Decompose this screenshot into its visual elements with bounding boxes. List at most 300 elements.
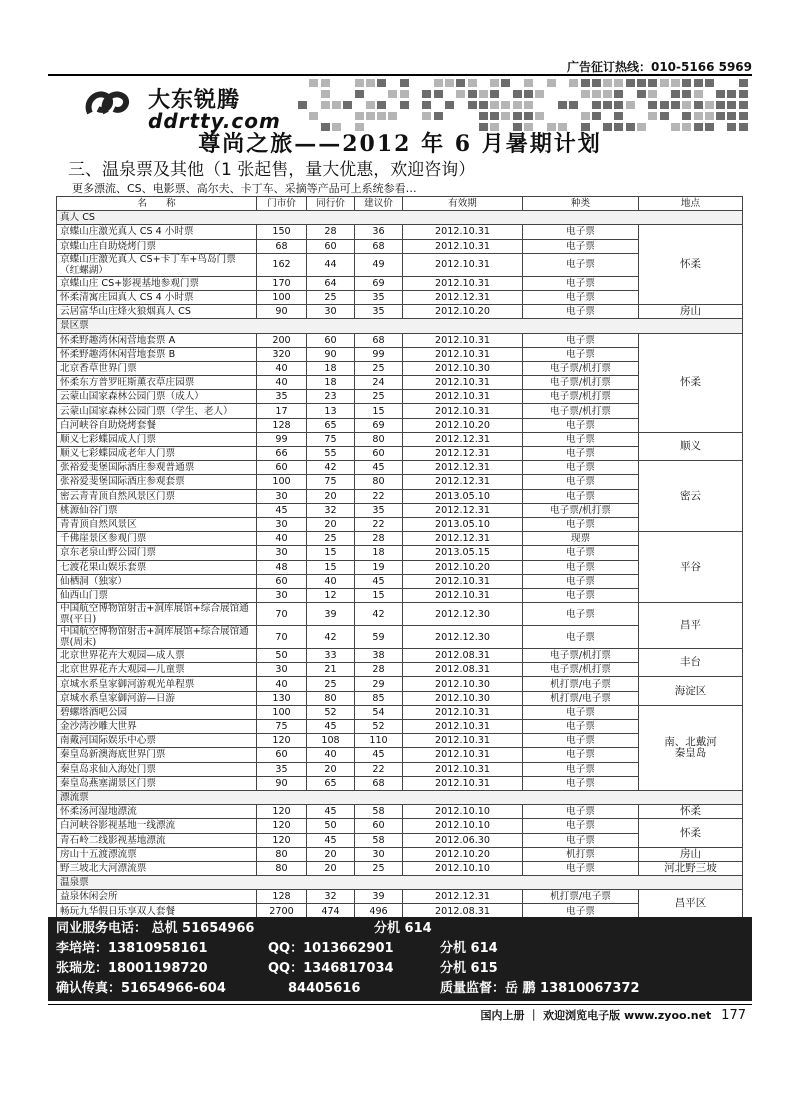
cell-trade-price: 64 (307, 276, 355, 290)
category-row (57, 319, 743, 333)
cell-name: 仙栖洞（独家） (57, 574, 257, 588)
mosaic-block (739, 112, 748, 120)
cell-suggested-price: 29 (355, 677, 403, 691)
category-label: 温泉票 (57, 876, 743, 890)
cell-trade-price: 90 (307, 347, 355, 361)
contact-qq-1: QQ：1013662901 (268, 941, 394, 956)
col-header-location: 地点 (639, 197, 743, 211)
cell-validity: 2012.08.31 (403, 904, 523, 918)
mosaic-block (592, 101, 601, 109)
cell-trade-price: 20 (307, 847, 355, 861)
cell-location: 怀柔 (639, 805, 743, 819)
cell-ticket-type: 电子票 (523, 626, 639, 649)
mosaic-block (490, 101, 499, 109)
cell-trade-price: 33 (307, 649, 355, 663)
cell-validity: 2012.10.31 (403, 705, 523, 719)
table-row (57, 677, 743, 691)
mosaic-block (468, 101, 477, 109)
cell-suggested-price: 496 (355, 904, 403, 918)
cell-trade-price: 75 (307, 475, 355, 489)
cell-validity: 2012.10.30 (403, 677, 523, 691)
cell-suggested-price: 80 (355, 432, 403, 446)
cell-suggested-price: 28 (355, 532, 403, 546)
cell-suggested-price: 22 (355, 489, 403, 503)
cell-retail-price: 75 (257, 720, 307, 734)
cell-retail-price: 35 (257, 390, 307, 404)
page-footer (480, 1007, 746, 1023)
mosaic-block (422, 112, 431, 120)
mosaic-block (524, 79, 533, 87)
cell-name: 云居富华山庄烽火狼烟真人 CS (57, 305, 257, 319)
mosaic-block (716, 112, 725, 120)
mosaic-block (468, 79, 477, 87)
cell-retail-price: 66 (257, 447, 307, 461)
cell-suggested-price: 15 (355, 588, 403, 602)
cell-name: 北京世界花卉大观园—儿童票 (57, 663, 257, 677)
cell-trade-price: 20 (307, 489, 355, 503)
cell-retail-price: 90 (257, 776, 307, 790)
cell-suggested-price: 45 (355, 748, 403, 762)
mosaic-block (321, 101, 330, 109)
cell-trade-price: 52 (307, 705, 355, 719)
mosaic-block (603, 101, 612, 109)
cell-retail-price: 30 (257, 663, 307, 677)
table-row (57, 819, 743, 833)
cell-validity: 2012.10.20 (403, 560, 523, 574)
mosaic-block (468, 90, 477, 98)
cell-location: 怀柔 (639, 225, 743, 305)
contact-person-2: 张瑞龙：18001198720 (56, 961, 208, 976)
service-phone: 同业服务电话： 总机 51654966 (56, 921, 255, 936)
mosaic-block (479, 101, 488, 109)
cell-suggested-price: 28 (355, 663, 403, 677)
cell-name: 张裕爱斐堡国际酒庄参观普通票 (57, 461, 257, 475)
cell-suggested-price: 99 (355, 347, 403, 361)
mosaic-block (694, 101, 703, 109)
cell-retail-price: 30 (257, 489, 307, 503)
cell-ticket-type: 电子票 (523, 225, 639, 239)
mosaic-block (501, 79, 510, 87)
cell-retail-price: 100 (257, 290, 307, 304)
contact-row-person2 (56, 959, 746, 979)
cell-location: 房山 (639, 305, 743, 319)
mosaic-block (434, 112, 443, 120)
cell-name: 云蒙山国家森林公园门票（学生、老人） (57, 404, 257, 418)
brand-logo-icon (84, 83, 136, 123)
mosaic-block (614, 79, 623, 87)
cell-trade-price: 18 (307, 376, 355, 390)
mosaic-block (388, 90, 397, 98)
col-header-retail: 门市价 (257, 197, 307, 211)
cell-validity: 2012.10.20 (403, 305, 523, 319)
cell-suggested-price: 35 (355, 290, 403, 304)
cell-trade-price: 45 (307, 805, 355, 819)
cell-suggested-price: 110 (355, 734, 403, 748)
cell-validity: 2012.10.31 (403, 376, 523, 390)
cell-trade-price: 21 (307, 663, 355, 677)
mosaic-block (739, 101, 748, 109)
mosaic-block (355, 79, 364, 87)
cell-name: 青石岭二线影视基地漂流 (57, 833, 257, 847)
category-label: 真人 CS (57, 211, 743, 225)
cell-ticket-type: 电子票 (523, 734, 639, 748)
cell-suggested-price: 30 (355, 847, 403, 861)
col-header-type: 种类 (523, 197, 639, 211)
cell-trade-price: 15 (307, 560, 355, 574)
cell-ticket-type: 电子票 (523, 762, 639, 776)
cell-validity: 2012.10.20 (403, 418, 523, 432)
cell-validity: 2012.10.30 (403, 691, 523, 705)
cell-validity: 2012.12.30 (403, 626, 523, 649)
cell-suggested-price: 38 (355, 649, 403, 663)
cell-ticket-type: 电子票/机打票 (523, 503, 639, 517)
mosaic-block (479, 90, 488, 98)
cell-validity: 2012.10.31 (403, 276, 523, 290)
cell-name: 怀柔清寓庄园真人 CS 4 小时票 (57, 290, 257, 304)
cell-validity: 2012.12.31 (403, 461, 523, 475)
cell-name: 秦皇岛求仙入海处门票 (57, 762, 257, 776)
mosaic-block (626, 101, 635, 109)
cell-suggested-price: 80 (355, 475, 403, 489)
cell-suggested-price: 68 (355, 776, 403, 790)
cell-validity: 2012.10.31 (403, 239, 523, 253)
cell-suggested-price: 59 (355, 626, 403, 649)
cell-location: 房山 (639, 847, 743, 861)
cell-suggested-price: 69 (355, 276, 403, 290)
cell-name: 千佛崖景区参观门票 (57, 532, 257, 546)
mosaic-block (727, 101, 736, 109)
mosaic-block (716, 101, 725, 109)
cell-ticket-type: 电子票 (523, 805, 639, 819)
mosaic-block (592, 79, 601, 87)
mosaic-block (660, 101, 669, 109)
mosaic-block (321, 79, 330, 87)
cell-ticket-type: 电子票/机打票 (523, 663, 639, 677)
cell-validity: 2013.05.15 (403, 546, 523, 560)
top-divider (48, 74, 752, 76)
cell-location: 丰台 (639, 649, 743, 677)
mosaic-block (614, 90, 623, 98)
mosaic-block (355, 90, 364, 98)
cell-name: 房山十五渡漂流票 (57, 847, 257, 861)
mosaic-block (377, 79, 386, 87)
cell-suggested-price: 35 (355, 305, 403, 319)
mosaic-block (671, 101, 680, 109)
mosaic-block (524, 101, 533, 109)
contact-person-1: 李培培：13810958161 (56, 941, 208, 956)
mosaic-block (581, 79, 590, 87)
cell-trade-price: 65 (307, 418, 355, 432)
mosaic-block (343, 101, 352, 109)
section-subtitle: 更多漂流、CS、电影票、高尔夫、卡丁车、采摘等产品可上系统参看… (72, 182, 417, 195)
cell-location: 怀柔 (639, 333, 743, 432)
mosaic-block (332, 101, 341, 109)
cell-ticket-type: 电子票 (523, 720, 639, 734)
col-header-name: 名 称 (57, 197, 257, 211)
cell-trade-price: 39 (307, 603, 355, 626)
mosaic-block (309, 79, 318, 87)
cell-retail-price: 40 (257, 376, 307, 390)
mosaic-block (637, 90, 646, 98)
mosaic-block (535, 90, 544, 98)
cell-trade-price: 25 (307, 532, 355, 546)
cell-ticket-type: 电子票 (523, 861, 639, 875)
cell-location: 顺义 (639, 432, 743, 460)
cell-suggested-price: 60 (355, 447, 403, 461)
cell-suggested-price: 68 (355, 333, 403, 347)
cell-suggested-price: 45 (355, 461, 403, 475)
cell-validity: 2012.10.10 (403, 805, 523, 819)
cell-ticket-type: 电子票/机打票 (523, 361, 639, 375)
cell-location: 海淀区 (639, 677, 743, 705)
cell-trade-price: 25 (307, 677, 355, 691)
cell-validity: 2012.10.31 (403, 404, 523, 418)
cell-retail-price: 120 (257, 734, 307, 748)
footer-divider (48, 1004, 752, 1005)
cell-validity: 2012.12.31 (403, 532, 523, 546)
cell-suggested-price: 39 (355, 890, 403, 904)
mosaic-block (569, 79, 578, 87)
cell-validity: 2012.10.31 (403, 347, 523, 361)
table-row (57, 461, 743, 475)
cell-ticket-type: 电子票 (523, 517, 639, 531)
cell-ticket-type: 电子票 (523, 347, 639, 361)
table-row (57, 805, 743, 819)
cell-trade-price: 30 (307, 305, 355, 319)
cell-retail-price: 40 (257, 677, 307, 691)
mosaic-block (671, 90, 680, 98)
cell-retail-price: 2700 (257, 904, 307, 918)
contact-qq-2: QQ：1346817034 (268, 961, 394, 976)
cell-ticket-type: 电子票 (523, 290, 639, 304)
cell-validity: 2012.10.31 (403, 253, 523, 276)
mosaic-block (660, 79, 669, 87)
cell-validity: 2012.10.31 (403, 574, 523, 588)
cell-trade-price: 45 (307, 720, 355, 734)
cell-retail-price: 40 (257, 532, 307, 546)
category-row (57, 876, 743, 890)
page-number: 177 (721, 1008, 746, 1023)
cell-suggested-price: 58 (355, 833, 403, 847)
category-row (57, 211, 743, 225)
mosaic-block (694, 112, 703, 120)
cell-ticket-type: 电子票 (523, 461, 639, 475)
cell-trade-price: 20 (307, 762, 355, 776)
cell-validity: 2012.10.20 (403, 847, 523, 861)
cell-validity: 2012.12.31 (403, 475, 523, 489)
cell-validity: 2012.12.31 (403, 503, 523, 517)
cell-ticket-type: 电子票 (523, 776, 639, 790)
cell-trade-price: 44 (307, 253, 355, 276)
mosaic-block (456, 79, 465, 87)
table-row (57, 847, 743, 861)
mosaic-block (581, 112, 590, 120)
cell-retail-price: 130 (257, 691, 307, 705)
mosaic-block (682, 101, 691, 109)
cell-name: 中国航空博物馆射击+洞库展馆+综合展馆通票(平日) (57, 603, 257, 626)
fax-number-2: 84405616 (288, 981, 361, 996)
mosaic-block (422, 90, 431, 98)
cell-validity: 2012.12.31 (403, 890, 523, 904)
cell-ticket-type: 机打票/电子票 (523, 890, 639, 904)
cell-name: 碧螺塔酒吧公园 (57, 705, 257, 719)
mosaic-block (501, 101, 510, 109)
mosaic-block (456, 90, 465, 98)
cell-ticket-type: 电子票 (523, 432, 639, 446)
mosaic-block (321, 90, 330, 98)
cell-name: 云蒙山国家森林公园门票（成人） (57, 390, 257, 404)
mosaic-block (513, 90, 522, 98)
brand-url: ddrtty.com (148, 109, 281, 133)
cell-trade-price: 65 (307, 776, 355, 790)
table-header-row (57, 197, 743, 211)
cell-trade-price: 42 (307, 461, 355, 475)
mosaic-block (490, 90, 499, 98)
mosaic-block (388, 112, 397, 120)
cell-retail-price: 35 (257, 762, 307, 776)
cell-retail-price: 120 (257, 833, 307, 847)
cell-validity: 2012.10.31 (403, 762, 523, 776)
cell-trade-price: 80 (307, 691, 355, 705)
cell-retail-price: 100 (257, 705, 307, 719)
cell-ticket-type: 现票 (523, 532, 639, 546)
cell-trade-price: 55 (307, 447, 355, 461)
mosaic-block (366, 101, 375, 109)
mosaic-block (524, 90, 533, 98)
mosaic-block (637, 79, 646, 87)
cell-retail-price: 90 (257, 305, 307, 319)
cell-validity: 2012.12.31 (403, 290, 523, 304)
mosaic-block (400, 101, 409, 109)
cell-retail-price: 100 (257, 475, 307, 489)
contact-panel (48, 917, 752, 1001)
table-row (57, 225, 743, 239)
cell-validity: 2012.10.10 (403, 861, 523, 875)
table-row (57, 305, 743, 319)
table-row (57, 532, 743, 546)
service-ext: 分机 614 (374, 921, 432, 936)
mosaic-block (592, 90, 601, 98)
table-row (57, 333, 743, 347)
cell-trade-price: 60 (307, 333, 355, 347)
cell-trade-price: 20 (307, 517, 355, 531)
cell-ticket-type: 电子票/机打票 (523, 390, 639, 404)
cell-name: 南戴河国际娱乐中心票 (57, 734, 257, 748)
mosaic-block (490, 112, 499, 120)
cell-ticket-type: 电子票/机打票 (523, 649, 639, 663)
cell-name: 顺义七彩蝶园成老年人门票 (57, 447, 257, 461)
cell-suggested-price: 54 (355, 705, 403, 719)
cell-validity: 2012.10.31 (403, 734, 523, 748)
cell-retail-price: 30 (257, 517, 307, 531)
cell-location: 密云 (639, 461, 743, 532)
cell-name: 白河峡谷自助烧烤套餐 (57, 418, 257, 432)
ticket-table (56, 196, 743, 919)
cell-name: 怀柔汤河湿地漂流 (57, 805, 257, 819)
cell-ticket-type: 电子票 (523, 574, 639, 588)
cell-ticket-type: 机打票/电子票 (523, 677, 639, 691)
cell-suggested-price: 45 (355, 574, 403, 588)
footer-text: 国内上册 ｜ 欢迎浏览电子版 www.zyoo.net (480, 1009, 712, 1022)
cell-name: 北京世界花卉大观园—成人票 (57, 649, 257, 663)
cell-suggested-price: 42 (355, 603, 403, 626)
mosaic-block (513, 112, 522, 120)
cell-trade-price: 40 (307, 574, 355, 588)
mosaic-block (513, 101, 522, 109)
mosaic-block (569, 101, 578, 109)
cell-retail-price: 99 (257, 432, 307, 446)
cell-trade-price: 23 (307, 390, 355, 404)
cell-retail-price: 150 (257, 225, 307, 239)
cell-validity: 2012.10.31 (403, 333, 523, 347)
cell-name: 北京香草世界门票 (57, 361, 257, 375)
cell-trade-price: 60 (307, 239, 355, 253)
cell-trade-price: 50 (307, 819, 355, 833)
mosaic-block (592, 112, 601, 120)
brand-name: 大东锐腾 (148, 88, 241, 113)
cell-name: 仙西山门票 (57, 588, 257, 602)
cell-ticket-type: 电子票 (523, 447, 639, 461)
table-row (57, 432, 743, 446)
cell-suggested-price: 22 (355, 517, 403, 531)
cell-ticket-type: 电子票 (523, 588, 639, 602)
cell-suggested-price: 85 (355, 691, 403, 705)
mosaic-block (727, 90, 736, 98)
mosaic-block (490, 79, 499, 87)
mosaic-block (705, 79, 714, 87)
cell-ticket-type: 电子票/机打票 (523, 404, 639, 418)
mosaic-block (671, 79, 680, 87)
cell-name: 桃源仙谷门票 (57, 503, 257, 517)
cell-name: 张裕爱斐堡国际酒庄参观套票 (57, 475, 257, 489)
cell-retail-price: 170 (257, 276, 307, 290)
cell-trade-price: 20 (307, 861, 355, 875)
mosaic-block (648, 112, 657, 120)
cell-location: 平谷 (639, 532, 743, 603)
mosaic-block (434, 79, 443, 87)
contact-row-service (56, 919, 746, 939)
fax-number: 确认传真：51654966-604 (56, 981, 226, 996)
cell-trade-price: 75 (307, 432, 355, 446)
cell-suggested-price: 68 (355, 239, 403, 253)
contact-row-fax (56, 979, 746, 999)
cell-trade-price: 108 (307, 734, 355, 748)
cell-trade-price: 32 (307, 890, 355, 904)
mosaic-block (366, 79, 375, 87)
cell-trade-price: 40 (307, 748, 355, 762)
cell-location: 河北野三坡 (639, 861, 743, 875)
cell-ticket-type: 电子票 (523, 276, 639, 290)
page-title: 尊尚之旅——2012 年 6 月暑期计划 (198, 131, 602, 157)
cell-trade-price: 18 (307, 361, 355, 375)
mosaic-block (727, 112, 736, 120)
table-row (57, 603, 743, 626)
mosaic-block (660, 112, 669, 120)
quality-supervisor: 质量监督：岳 鹏 13810067372 (440, 981, 640, 996)
cell-retail-price: 45 (257, 503, 307, 517)
cell-location: 昌平 (639, 603, 743, 649)
cell-trade-price: 474 (307, 904, 355, 918)
mosaic-block (739, 79, 748, 87)
mosaic-block (739, 90, 748, 98)
col-header-validity: 有效期 (403, 197, 523, 211)
cell-retail-price: 50 (257, 649, 307, 663)
cell-ticket-type: 电子票 (523, 333, 639, 347)
cell-retail-price: 70 (257, 626, 307, 649)
cell-validity: 2012.08.31 (403, 663, 523, 677)
cell-ticket-type: 电子票 (523, 239, 639, 253)
cell-validity: 2012.10.31 (403, 225, 523, 239)
